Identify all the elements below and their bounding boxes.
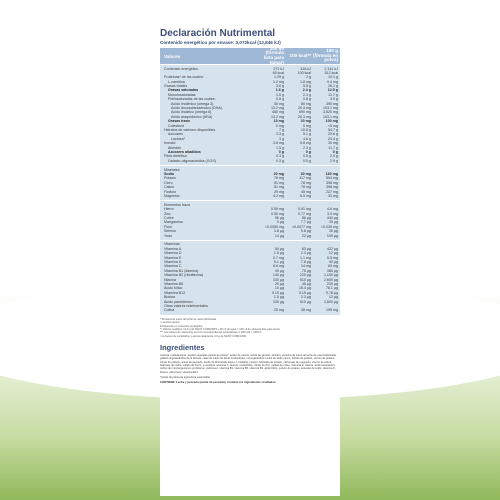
- nutrient-value: 75 µg: [301, 268, 311, 273]
- nutrient-value: 0 mg: [303, 123, 311, 128]
- nutrient-value: 440 µg: [326, 216, 338, 220]
- table-row: [160, 194, 340, 198]
- nutrient-value: 9.4 mg: [327, 79, 338, 84]
- nutrient-value: 2,141 kJ: [324, 66, 338, 71]
- nutrient-value: 12 µg: [328, 251, 338, 256]
- nutrient-name: Lactosa¹: [171, 136, 185, 141]
- nutrient-value: 80 mg: [301, 101, 311, 106]
- nutrient-value: 2,600 µg: [323, 299, 338, 304]
- nutrient-value: 1.5 g: [276, 92, 284, 97]
- nutrient-value: 390 mg: [326, 101, 338, 106]
- nutrient-value: 51 mg: [274, 180, 284, 185]
- ingredients-text: Lactosa, maltodextrina, aceites vegetales (aceite de palma*, aceite de canola, aceite de girasol), almidón, proteína de suero de leche de vaca hidrolizada, galacto-oligosacáridos de la lactosa, sales de calcio de ácido ortofosfórico, monoglicéridos mixtos de ácido cítrico, fosfato de potasio, cloruro de potasio, citrato de potasio, aceite de pescado, aceite de Mortierella alpina, L-histidina, inositol, hidróxido de potasio, carbonato de magnesio, cloruro de colina, bitartrato de colina, sulfato de hierro, L-carnitina, vitamina C, taurina, nucleótidos, citrato de zinc, sulfato de cobre, vitamina E, niacina, ácido pantoténico, cultivo de microorganismos probióticos, vitamina A, vitamina B1, vitamina B6, vitamina B2, ácido fólico, yoduro de potasio, selenato de sodio, vitamina K, biotina, vitamina D, vitamina B12.: [160, 354, 337, 374]
- nutrient-value: 10.1 g: [328, 75, 338, 80]
- nutrient-value: 78.1 µg: [325, 286, 338, 291]
- nutrient-name: Vitamina B6: [164, 281, 184, 286]
- nutrient-value: 0.50 mg: [271, 211, 284, 216]
- nutrient-name: Galacto-oligosacáridos (GOS): [168, 158, 216, 163]
- nutrient-value: 0 g: [305, 149, 311, 154]
- nutrient-name: Hierro: [164, 207, 174, 212]
- nutrient-value: 3.8 µg: [273, 229, 284, 234]
- nutrient-name: Sodio: [164, 171, 174, 176]
- nutrient-value: 1.5 g: [276, 145, 284, 150]
- nutrient-value: 86 µg: [301, 216, 311, 220]
- nutrient-value: 0.15 µg: [298, 290, 311, 295]
- nutrient-value: 5.8 µg: [300, 229, 311, 234]
- header-100ml: 100 ml (fórmula lista para tomar): [263, 45, 284, 65]
- nutrient-name: Ácido linoleico (omega 6): [171, 110, 212, 115]
- nutrient-value: 20.3 mg: [298, 114, 311, 119]
- nutrient-value: 380 µg: [326, 268, 338, 273]
- nutrient-name: Grasas saturadas: [168, 88, 199, 93]
- nutrient-value: 4.6 mg: [327, 207, 338, 212]
- nutrient-name: Contenido energético: [164, 66, 199, 71]
- nutrient-name: Vitaminas: [164, 242, 180, 247]
- nutrient-name: Yodo: [164, 233, 173, 238]
- nutrient-value: 39 µg: [328, 220, 338, 225]
- nutrient-value: 14 µg: [274, 233, 284, 238]
- nutrient-value: 4.6 g: [303, 136, 311, 141]
- nutrient-value: 3.3 g: [276, 132, 284, 137]
- nutrient-name: Colina: [164, 308, 175, 313]
- table-row: [160, 159, 340, 163]
- nutrient-value: 38 mg: [301, 308, 311, 313]
- nutrient-name: Zinc: [164, 211, 171, 216]
- nutrient-name: Ácido docosahexaenoico (DHA): [171, 106, 222, 111]
- nutrient-value: 2.9 g: [330, 154, 338, 159]
- ingredients-title: Ingredientes: [160, 343, 205, 353]
- nutrient-name: Elementos traza: [164, 202, 190, 207]
- nutrient-value: 3.8 mg: [273, 141, 284, 146]
- nutrient-value: 83 µg: [301, 246, 311, 251]
- nutrient-name: Manganeso: [164, 220, 183, 225]
- nutrient-value: 76 mg: [274, 176, 284, 181]
- nutrient-value: 65 kcal: [272, 70, 284, 75]
- nutrient-value: 29 µg: [274, 281, 284, 286]
- nutrient-value: 594 mg: [326, 176, 338, 181]
- nutrient-name: Biotina: [164, 295, 175, 300]
- nutrient-name: Vitamina B1 (tiamina): [164, 268, 199, 273]
- nutrient-value: 330 µg: [272, 299, 284, 304]
- nutrient-value: 0.5 g: [276, 97, 284, 102]
- nutrient-name: Ácido linolénico (omega 3): [171, 101, 214, 106]
- nutrient-value: 54.7 g: [328, 127, 338, 132]
- nutrient-value: 5 µg: [276, 220, 284, 225]
- nutrient-value: 510 µg: [299, 299, 311, 304]
- nutrient-value: 25 mg: [274, 308, 284, 313]
- footnote: ** Valores medidos: 12.9 g de NAN® COMFORIS + 90 ml de agua = 100 ml de alimento listo para tomar: [160, 327, 280, 331]
- nutrient-value: 512 kcal: [324, 70, 338, 75]
- nutrient-value: 45 mg: [301, 189, 311, 194]
- nutrient-name: Grasas totales: [164, 84, 188, 89]
- nutrient-name: Monoinsaturadas: [168, 92, 196, 97]
- nutrient-value: 3 g: [279, 136, 284, 141]
- nutrient-value: 25.6 g: [328, 132, 338, 137]
- nutrient-value: 12 µg: [328, 295, 338, 300]
- nutrient-value: 195 mg: [326, 308, 338, 313]
- nutrient-value: 117 mg: [299, 176, 311, 181]
- nutrient-value: 140 µg: [272, 273, 284, 278]
- nutrient-value: 5.5 mg: [327, 255, 338, 260]
- nutrient-name: Grasas trans: [168, 119, 190, 124]
- nutrient-value: 103.1 mg: [323, 106, 338, 111]
- nutrient-value: 2.9 g: [330, 158, 338, 163]
- nutrient-value: 20.3 mg: [298, 106, 311, 111]
- nutrient-value: 0.77 mg: [298, 211, 311, 216]
- nutrient-name: Vitamina K: [164, 260, 182, 265]
- nutrient-value: 450 mg: [272, 110, 284, 115]
- nutrient-value: 0.59 mg: [271, 207, 284, 212]
- nutrient-value: 5.5 g: [303, 84, 311, 89]
- nutrient-value: 510 µg: [299, 277, 311, 282]
- nutrient-value: 330 µg: [272, 277, 284, 282]
- nutrient-name: Ácido fólico: [164, 286, 183, 291]
- nutrient-value: 29 mg: [274, 189, 284, 194]
- nutrient-value: 13.2 mg: [271, 114, 284, 119]
- nutrient-value: 30 µg: [328, 229, 338, 234]
- nutrient-value: 160 mg: [325, 171, 338, 176]
- nutrient-value: 398 mg: [326, 180, 338, 185]
- nutrient-value: 50 mg: [274, 101, 284, 106]
- nutrient-name: Vitamina D: [164, 251, 182, 256]
- nutrient-value: 33 mg: [328, 193, 338, 198]
- table-row: [160, 308, 340, 312]
- nutrient-name: Proteínas* de las cuales:: [164, 75, 204, 80]
- nutrient-value: 6.5 mg: [300, 193, 311, 198]
- nutrient-value: 0 g: [332, 149, 338, 154]
- footnote: * Proteína de suero de leche de vaca hidrolizada: [160, 317, 216, 321]
- nutrient-name: Calcio: [164, 185, 174, 190]
- nutrient-name: Vitamina E: [164, 255, 182, 260]
- nutrient-value: 1.5 µg: [273, 295, 284, 300]
- nutrient-value: 690 mg: [299, 110, 311, 115]
- nutrient-value: <5 mg: [327, 123, 338, 128]
- nutrient-value: 56 µg: [274, 216, 284, 220]
- nutrient-value: 0.91 mg: [298, 207, 311, 212]
- nutrient-value: <0.0050 mg: [264, 224, 284, 229]
- nutrient-value: 0 mg: [276, 123, 284, 128]
- nutrition-table: [160, 45, 340, 315]
- nutrient-value: 78 mg: [301, 185, 311, 190]
- table-section: [160, 200, 340, 240]
- nutrient-value: 5.1 g: [303, 132, 311, 137]
- nutrient-value: 272 kJ: [273, 66, 284, 71]
- footnote: Enriquecido en nutrientes protegidos: [160, 324, 203, 328]
- ingredients-note: *Aceite de palma de agricultura sustentable.: [160, 375, 211, 379]
- nutrient-name: Potasio: [164, 176, 176, 181]
- nutrient-value: 103.1 mg: [323, 114, 338, 119]
- nutrient-value: 220 µg: [299, 273, 311, 278]
- nutrient-value: 1.8 mg: [300, 79, 311, 84]
- nutrient-name: Fibra dietética: [164, 154, 187, 159]
- nutrient-value: 0 g: [278, 149, 284, 154]
- nutrient-name: Vitamina B12: [164, 290, 186, 295]
- nutrient-value: 1.6 g: [275, 88, 284, 93]
- nutrient-value: 30 mg: [328, 141, 338, 146]
- nutrient-value: 54 µg: [274, 246, 284, 251]
- table-section: [160, 64, 340, 165]
- nutrient-value: 69 mg: [328, 264, 338, 269]
- table-section: [160, 165, 340, 200]
- nutrient-name: Otros valores nutrimentales: [164, 303, 208, 308]
- nutrient-value: 78 mg: [301, 180, 311, 185]
- header-100kcal: 100 kcal**: [289, 52, 311, 58]
- nutrient-value: 51 mg: [274, 185, 284, 190]
- nutrient-name: Poliinsaturadas de las cuales:: [168, 97, 216, 102]
- nutrient-value: 12.5 g: [327, 88, 338, 93]
- nutrient-value: 0.7 mg: [273, 255, 284, 260]
- nutrient-name: Ácido araquidónico (ARA): [171, 114, 213, 119]
- nutrient-name: Fósforo: [164, 189, 177, 194]
- nutrient-value: 11.7 g: [328, 92, 338, 97]
- table-section: [160, 240, 340, 315]
- nutrient-name: Azúcares: [168, 132, 183, 137]
- table-header: [160, 45, 340, 65]
- label-title: Declaración Nutrimental: [160, 28, 276, 39]
- nutrient-value: 7.7 µg: [300, 220, 311, 225]
- nutrient-value: 5.8 mg: [300, 141, 311, 146]
- nutrient-value: 109 µg: [326, 233, 338, 238]
- nutrient-value: 3,520 mg: [323, 110, 338, 115]
- nutrient-name: Vitamina C: [164, 264, 182, 269]
- nutrient-value: 100 mg: [325, 119, 338, 124]
- nutrient-name: Colesterol: [168, 123, 185, 128]
- nutrient-value: 1.2 mg: [273, 79, 284, 84]
- allergen-statement: CONTIENE: Leche y pescado (aceite de pescado), contiene los ingredientes resaltados.: [160, 380, 277, 385]
- nutrient-value: 13.2 mg: [271, 106, 284, 111]
- nutrient-name: Inositol: [164, 141, 176, 146]
- nutrient-name: Magnesio: [164, 193, 180, 198]
- nutrient-name: Cloro: [164, 180, 173, 185]
- nutrient-value: <0.039 mg: [320, 224, 338, 229]
- nutrient-value: <0.0077 mg: [291, 224, 311, 229]
- header-values: Valores: [164, 53, 181, 59]
- nutrient-value: 0.8 g: [303, 97, 311, 102]
- nutrient-value: 49 µg: [274, 268, 284, 273]
- nutrient-value: 1.29 g: [274, 75, 284, 80]
- nutrient-value: 10.8 g: [301, 127, 311, 132]
- nutrient-value: 422 µg: [326, 246, 338, 251]
- nutrient-value: 0.78 µg: [325, 290, 338, 295]
- nutrient-name: Cobre: [164, 216, 174, 220]
- nutrient-value: 1.5 µg: [273, 251, 284, 256]
- nutrient-value: 227 mg: [326, 189, 338, 194]
- nutrient-value: 11.7 g: [328, 145, 338, 150]
- nutrient-value: 230 µg: [326, 281, 338, 286]
- nutrition-label: [160, 6, 340, 496]
- nutrient-name: Azúcares añadidos: [168, 149, 201, 154]
- nutrient-value: 0.10 µg: [271, 290, 284, 295]
- nutrient-value: 2.3 µg: [300, 295, 311, 300]
- nutrient-value: 2 g: [306, 75, 311, 80]
- nutrient-name: Hidratos de carbono disponibles: [164, 127, 216, 132]
- nutrient-value: 23.4 g: [328, 136, 338, 141]
- nutrient-value: 3.9 g: [330, 97, 338, 102]
- nutrient-value: 10 µg: [274, 286, 284, 291]
- nutrient-name: Almidón: [168, 145, 181, 150]
- nutrient-value: 2.4 g: [302, 88, 311, 93]
- nutrient-name: Vitamina B2 (riboflavina): [164, 273, 204, 278]
- nutrient-value: 4.2 mg: [273, 193, 284, 198]
- table-body: [160, 64, 340, 315]
- nutrient-value: 22 µg: [301, 233, 311, 238]
- table-row: [160, 234, 340, 238]
- nutrient-value: 30 mg: [300, 171, 311, 176]
- nutrient-value: 7 g: [279, 127, 284, 132]
- nutrient-value: 28.1 g: [328, 84, 338, 89]
- nutrient-name: L-carnitina: [168, 79, 185, 84]
- nutrient-value: 20 mg: [300, 119, 311, 124]
- nutrient-value: 0.3 g: [276, 154, 284, 159]
- nutrient-value: 2.3 g: [303, 145, 311, 150]
- nutrient-value: 0.5 g: [303, 158, 311, 163]
- nutrient-value: 45 µg: [301, 281, 311, 286]
- nutrient-name: Niacina: [164, 277, 176, 282]
- nutrient-value: 15 mg: [273, 119, 284, 124]
- nutrient-value: 398 mg: [326, 185, 338, 190]
- nutrient-value: 0.3 g: [276, 158, 284, 163]
- nutrient-name: Minerales: [164, 167, 180, 172]
- nutrient-value: 5.1 µg: [273, 260, 284, 265]
- nutrient-value: 3.6 g: [276, 84, 284, 89]
- nutrient-value: 8.8 mg: [273, 264, 284, 269]
- nutrient-value: 1,100 µg: [323, 273, 338, 278]
- nutrient-value: 100 kcal: [297, 70, 311, 75]
- nutrient-value: 2.3 g: [303, 92, 311, 97]
- nutrient-value: 40 µg: [328, 260, 338, 265]
- nutrient-value: 418 kJ: [300, 66, 311, 71]
- nutrient-name: Vitamina A: [164, 246, 182, 251]
- footnote: ¹ Lactosa natural: [160, 321, 180, 325]
- nutrient-value: 2.3 µg: [300, 251, 311, 256]
- footnote: ¹ La fuente de nucleótidos y aproximadamente 4.9 g de NAN® COMFORIS: [160, 334, 247, 338]
- nutrient-name: Ácido pantoténico: [164, 299, 193, 304]
- footnote: *** Los valores de referencia son los correspondientes equivalentes a 100 kcal = 418 kJ: [160, 331, 261, 335]
- nutrient-value: 1.1 mg: [300, 255, 311, 260]
- nutrient-name: Flúor: [164, 224, 173, 229]
- nutrient-value: 20 mg: [273, 171, 284, 176]
- nutrient-value: 0.5 g: [303, 154, 311, 159]
- label-subtitle: Contenido energético por envase: 3,072kcal (12,846 kJ): [160, 40, 281, 45]
- nutrient-value: 7.8 µg: [300, 260, 311, 265]
- footnotes: [160, 318, 340, 338]
- nutrient-value: 15.4 µg: [298, 286, 311, 291]
- nutrient-value: 14 mg: [301, 264, 311, 269]
- nutrient-value: 3.9 mg: [327, 211, 338, 216]
- nutrient-value: 2,600 µg: [323, 277, 338, 282]
- nutrient-name: Selenio: [164, 229, 176, 234]
- header-100g: 100 g (fórmula en polvo): [313, 48, 339, 63]
